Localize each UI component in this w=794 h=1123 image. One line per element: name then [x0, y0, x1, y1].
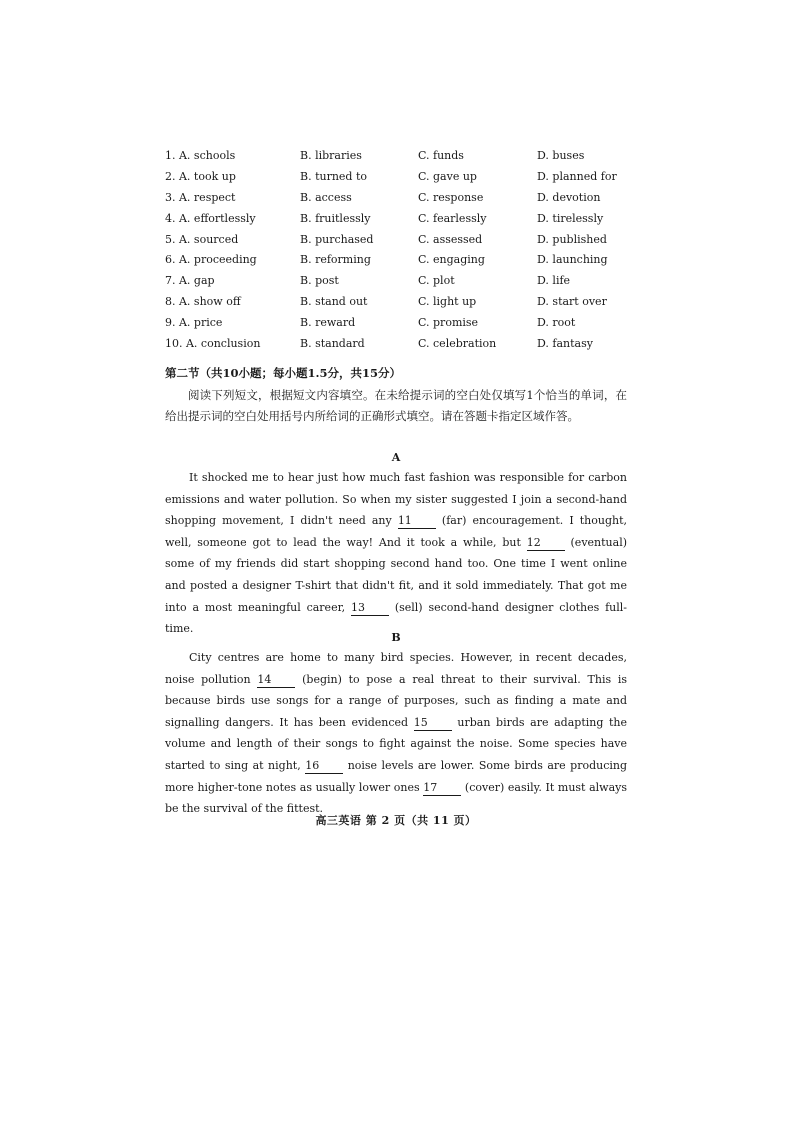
- option-b: B. reforming: [300, 253, 371, 267]
- section-instructions: 阅读下列短文，根据短文内容填空。在未给提示词的空白处仅填写1个恰当的单词，在给出提示词的空白处用括号内所给词的正确形式填空。请在答题卡指定区域作答。: [165, 388, 627, 423]
- option-b: B. standard: [300, 337, 365, 351]
- multiple-choice-options: [165, 149, 627, 358]
- option-row-4: [165, 212, 627, 233]
- passage-b: [165, 647, 627, 820]
- blank-12[interactable]: 12: [527, 536, 565, 551]
- passage-text: noise levels are lower. Some birds are producing more higher-tone notes as usually lower ones: [165, 758, 628, 794]
- option-b: B. reward: [300, 316, 356, 330]
- option-row-5: [165, 233, 627, 254]
- option-a: 1. A. schools: [165, 149, 236, 162]
- passage-text: (sell) second-hand designer clothes full-time.: [165, 600, 627, 636]
- passage-text: (eventual) some of my friends did start shopping second hand too. One time I went online and posted a designer T-shirt that didn't fit, and it sold immediately. That got me into a most meaningful career,: [165, 535, 627, 614]
- option-row-8: [165, 295, 627, 316]
- blank-11[interactable]: 11: [398, 514, 436, 529]
- option-c: C. celebration: [418, 337, 497, 351]
- option-b: B. libraries: [300, 149, 362, 162]
- option-b: B. stand out: [300, 295, 368, 309]
- passage-text: (cover) easily. It must always be the survival of the fittest.: [165, 780, 627, 816]
- option-d: D. buses: [537, 149, 585, 162]
- option-d: D. launching: [537, 253, 608, 267]
- blank-15[interactable]: 15: [414, 716, 452, 731]
- blank-16[interactable]: 16: [305, 759, 343, 774]
- option-a: 4. A. effortlessly: [165, 211, 256, 225]
- option-a: 6. A. proceeding: [165, 253, 257, 267]
- passage-text: (far) encouragement. I thought, well, someone got to lead the way! And it took a while, but: [165, 514, 628, 549]
- option-a: 3. A. respect: [165, 190, 236, 204]
- option-c: C. plot: [418, 274, 455, 288]
- passage-b-label: B: [391, 631, 401, 644]
- option-b: B. turned to: [300, 169, 368, 183]
- option-a: 7. A. gap: [165, 274, 215, 288]
- blank-14[interactable]: 14: [257, 673, 295, 688]
- passage-text: (begin) to pose a real threat to their survival. This is because birds use songs for a range of purposes, such as finding a mate and signalling dangers. It has been evidenced: [165, 672, 628, 729]
- option-d: D. start over: [537, 295, 607, 309]
- option-c: C. engaging: [418, 253, 485, 267]
- option-row-6: [165, 253, 627, 274]
- option-row-10: [165, 337, 627, 358]
- option-d: D. life: [537, 274, 571, 288]
- option-c: C. response: [418, 190, 484, 204]
- passage-text: It shocked me to hear just how much fast fashion was responsible for carbon emissions and water pollution. So when my sister suggested I join a second-hand shopping movement, I didn't need any: [165, 471, 627, 528]
- option-c: C. assessed: [418, 232, 483, 246]
- option-c: C. gave up: [418, 169, 477, 183]
- option-c: C. light up: [418, 295, 477, 309]
- option-d: D. root: [537, 316, 576, 330]
- page-footer: 高三英语 第 2 页（共 11 页）: [315, 814, 477, 827]
- option-row-1: [165, 149, 627, 170]
- option-row-7: [165, 274, 627, 295]
- option-row-9: [165, 316, 627, 337]
- passage-a-label: A: [391, 451, 401, 464]
- option-c: C. fearlessly: [418, 211, 487, 225]
- option-b: B. post: [300, 274, 339, 288]
- option-a: 2. A. took up: [165, 169, 236, 183]
- option-d: D. published: [537, 232, 607, 246]
- passage-a: [165, 467, 627, 640]
- option-d: D. devotion: [537, 190, 601, 204]
- option-d: D. tirelessly: [537, 211, 604, 225]
- option-row-2: [165, 170, 627, 191]
- option-a: 8. A. show off: [165, 295, 241, 309]
- option-a: 9. A. price: [165, 316, 223, 330]
- option-d: D. fantasy: [537, 337, 593, 351]
- option-b: B. fruitlessly: [300, 211, 371, 225]
- passage-text: City centres are home to many bird species. However, in recent decades, noise pollution: [165, 651, 627, 686]
- option-b: B. purchased: [300, 232, 374, 246]
- option-b: B. access: [300, 190, 352, 204]
- option-a: 5. A. sourced: [165, 232, 239, 246]
- option-c: C. funds: [418, 149, 464, 162]
- blank-13[interactable]: 13: [351, 601, 389, 616]
- blank-17[interactable]: 17: [423, 781, 461, 796]
- option-c: C. promise: [418, 316, 479, 330]
- option-row-3: [165, 191, 627, 212]
- option-a: 10. A. conclusion: [165, 337, 261, 351]
- section-title: 第二节（共10小题；每小题1.5分，共15分）: [165, 366, 402, 380]
- passage-text: urban birds are adapting the volume and length of their songs to fight against the noise. Some species have started to sing at night,: [165, 715, 628, 772]
- option-d: D. planned for: [537, 169, 617, 183]
